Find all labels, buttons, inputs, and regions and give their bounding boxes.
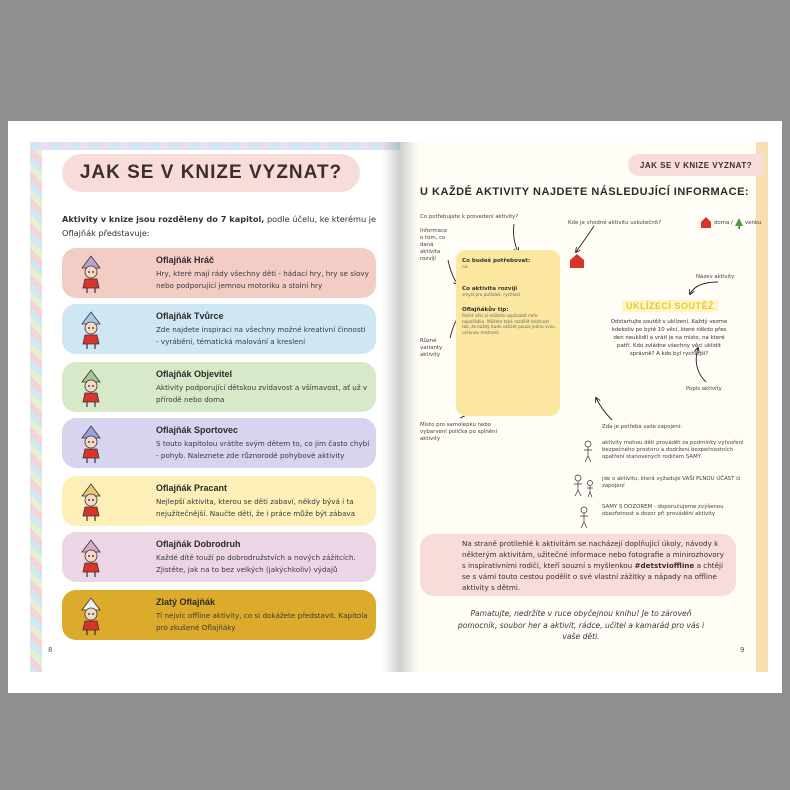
card-need-title: Co budeš potřebovat: [462, 258, 531, 264]
oflajnak-figure-icon [70, 594, 112, 636]
house-icon [570, 254, 584, 268]
right-page [400, 142, 768, 672]
arrow-icon [514, 224, 519, 252]
chapter-description: Ti nejvíc offline aktivity, co si dokážete představit. Kapitola pro zkušené Oflajňáky [156, 611, 368, 632]
header-pill-text: JAK SE V KNIZE VYZNAT? [639, 160, 753, 170]
chapter-card [62, 248, 376, 298]
tree-icon [735, 218, 743, 229]
card-need-value: nic [462, 264, 469, 269]
note-activity-name: Název aktivity [696, 274, 735, 280]
page-title: JAK SE V KNIZE VYZNAT? [79, 162, 343, 183]
note-where-outside: venku [745, 220, 762, 226]
right-heading: U KAŽDÉ AKTIVITY NAJDETE NÁSLEDUJÍCÍ INFORMACE: [420, 186, 750, 198]
chapter-name: Oflajňák Dobrodruh [156, 539, 241, 549]
intro-rest: podle účelu, ke kterému je Oflajňák představuje: [62, 214, 377, 238]
chapter-description: Aktivity podporující dětskou zvídavost a všímavost, ať už v přírodě nebo doma [156, 383, 368, 404]
note-need-help: Zda je potřeba vaše zapojení: [602, 424, 683, 430]
left-page [30, 142, 400, 672]
note-self-rating: Místo pro samolepku nebo vybarvení políčka po splnění aktivity [420, 422, 497, 442]
chapter-card [62, 418, 376, 468]
arrow-icon [596, 398, 612, 420]
book-gutter [382, 142, 418, 672]
chapter-name: Oflajňák Tvůrce [156, 311, 224, 321]
arrow-icon [576, 226, 594, 252]
note-level-2: jde o aktivitu, která vyžaduje VAŠI PLNOU ÚČAST či zapojení [602, 476, 741, 489]
chapter-card [62, 476, 376, 526]
oflajnak-figure-icon [70, 308, 112, 350]
chapter-name: Oflajňák Pracant [156, 483, 228, 493]
open-book [30, 142, 768, 672]
card-develops-value: smysl pro pořádek, rychlost [462, 292, 521, 297]
oflajnak-figure-icon [70, 536, 112, 578]
note-activity-desc: Popis aktivity [686, 386, 722, 392]
chapter-description: Každé dítě touží po dobrodružstvích a nových zážitcích. Zjistěte, jak na to bez velkých (jakýchkoliv) výdajů [156, 553, 356, 574]
card-tip-value: Počet věcí si můžete uzpůsobit míře nepořádku. Můžete také rozdělit místnost tak, že každý bude uklízet pouze jednu svou určenou místnost. [462, 313, 555, 335]
intro-bold: Aktivity v knize jsou rozděleny do 7 kapitol, [62, 214, 265, 224]
note-what-needed: Co potřebujete k provedení aktivity? [420, 214, 519, 220]
card-develops-title: Co aktivita rozvíjí [462, 286, 518, 292]
note-what-develops: Informace o tom, co daná aktivita rozvíjí [420, 228, 448, 262]
oflajnak-figure-icon [70, 480, 112, 522]
chapter-name: Oflajňák Objevitel [156, 369, 233, 379]
card-need [462, 258, 552, 270]
chapter-name: Oflajňák Sportovec [156, 425, 239, 435]
stick-figure-icon [580, 507, 588, 528]
info-hashtag: #detstvioffline [634, 561, 695, 570]
chapter-card [62, 362, 376, 412]
oflajnak-figure-icon [70, 422, 112, 464]
info-text [462, 538, 730, 593]
chapter-description: Hry, které mají rády všechny děti - hádací hry, hry se slovy nebo podporující jemnou motoriku a stolní hry [156, 269, 369, 290]
page-number-right: 9 [740, 646, 745, 654]
note-where-text: Kde je vhodné aktivitu uskutečnit? [568, 220, 662, 226]
note-variants: Různé varianty aktivity [420, 338, 443, 358]
note-level-1: aktivity mohou děti provádět za podmínky vytvoření bezpečného prostoru a dodržení bezpečnostních opatření stanovených rodičem SAMY [602, 440, 744, 460]
page-number-left: 8 [48, 646, 53, 654]
info-text-2: a chtějí se s vámi touto cestou podělit o své vlastní zážitky a nápady na offline aktivity s dětmi. [462, 561, 723, 592]
activity-title: UKLÍZECÍ SOUTĚŽ [622, 300, 718, 312]
closing-quote: Pamatujte, nedržíte v ruce obyčejnou knihu! Je to zároveň pomocník, soubor her a aktivit, rádce, učitel a kamarád pro vás i vaše děti. [457, 609, 705, 641]
stick-figure-icon [574, 475, 593, 497]
chapter-description: S touto kapitolou vrátíte svým dětem to, co jim často chybí - pohyb. Naleznete zde různorodé pohybové aktivity [156, 439, 370, 460]
info-text-1: Na straně protilehlé k aktivitám se nacházejí doplňující úkoly, návody k některým aktivitám, užitečné informace nebo fotografie a minirozhovory s inspirativními rodiči, kteří souzní s myšlenkou [462, 539, 724, 570]
chapter-card [62, 590, 376, 640]
decorative-border-top [30, 142, 400, 150]
chapter-name: Oflajňák Hráč [156, 255, 215, 265]
note-level-3: SAMY S DOZOREM - doporučujeme zvýšenou obezřetnost a dozor při provádění aktivity [602, 504, 724, 517]
note-where [568, 220, 708, 227]
chapter-name: Zlatý Oflajňák [156, 597, 216, 607]
chapter-description: Zde najdete inspiraci na všechny možné kreativní činnosti - vyrábění, tématická malování a kreslení [156, 325, 366, 346]
intro-text [62, 212, 382, 240]
note-where-home: doma / [714, 220, 733, 226]
chapter-card [62, 532, 376, 582]
card-tip-title: Oflajňákův tip: [462, 307, 509, 313]
chapter-card [62, 304, 376, 354]
decorative-border-left [30, 142, 42, 672]
card-develops [462, 286, 554, 298]
stick-figure-icon [584, 441, 592, 462]
chapter-description: Nejlepší aktivita, kterou se děti zabaví, někdy bývá i ta nejužitečnější. Naučte děti, že i práce může být zábava [156, 497, 356, 518]
oflajnak-figure-icon [70, 366, 112, 408]
arrow-icon [690, 282, 718, 294]
card-tip [462, 307, 556, 335]
oflajnak-figure-icon [70, 252, 112, 294]
page-title-pill [62, 154, 360, 192]
activity-description: Odstartujte soutěž v uklízení. Každý vezme kdekoliv po bytě 10 věcí, které někdo přes den neuklidil a vrátí je na místo, na které patří. Kdo zvládne všechny věci uklidit správně? A kdo byl rychlejší? [610, 319, 728, 357]
